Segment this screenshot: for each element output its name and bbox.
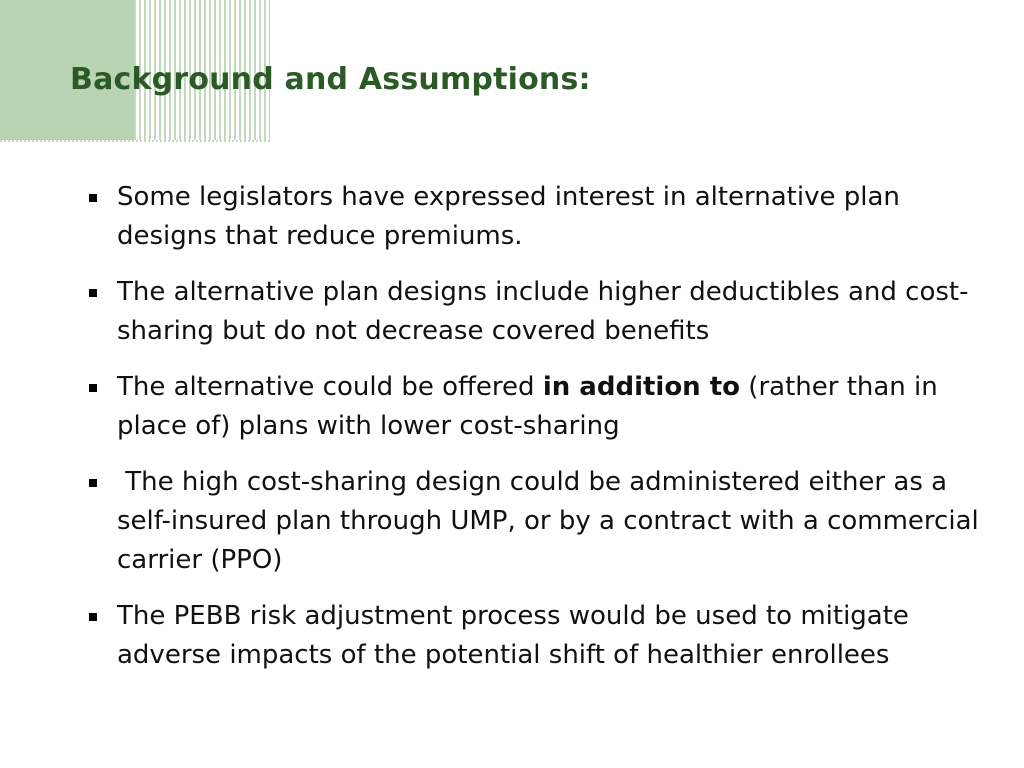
bullet-text: The alternative plan designs include higher deductibles and cost-sharing but do not decrease covered benefits <box>117 277 969 346</box>
bullet-item-2 <box>84 273 984 351</box>
square-bullet-icon <box>89 194 97 202</box>
bullet-text: The high cost-sharing design could be administered either as a self-insured plan through UMP, or by a contract with a commercial carrier (PPO) <box>117 467 987 575</box>
square-bullet-icon <box>89 613 97 621</box>
bullet-item-4 <box>84 463 987 580</box>
decorative-stripe-line <box>0 140 270 142</box>
bullet-list <box>84 178 987 692</box>
bullet-text-end: (rather than in place of) plans with lower cost-sharing <box>117 372 938 441</box>
bullet-item-3 <box>84 368 984 446</box>
bullet-text-emphasis: in addition to <box>542 372 741 402</box>
bullet-text: The PEBB risk adjustment process would be used to mitigate adverse impacts of the potential shift of healthier enrollees <box>117 601 909 670</box>
square-bullet-icon <box>89 289 97 297</box>
bullet-text: Some legislators have expressed interest in alternative plan designs that reduce premiums. <box>117 182 900 251</box>
square-bullet-icon <box>89 384 97 392</box>
slide-title: Background and Assumptions: <box>70 62 591 97</box>
square-bullet-icon <box>89 479 97 487</box>
bullet-item-5 <box>84 597 984 675</box>
bullet-text-start: The alternative could be offered <box>117 372 543 402</box>
bullet-item-1 <box>84 178 984 256</box>
